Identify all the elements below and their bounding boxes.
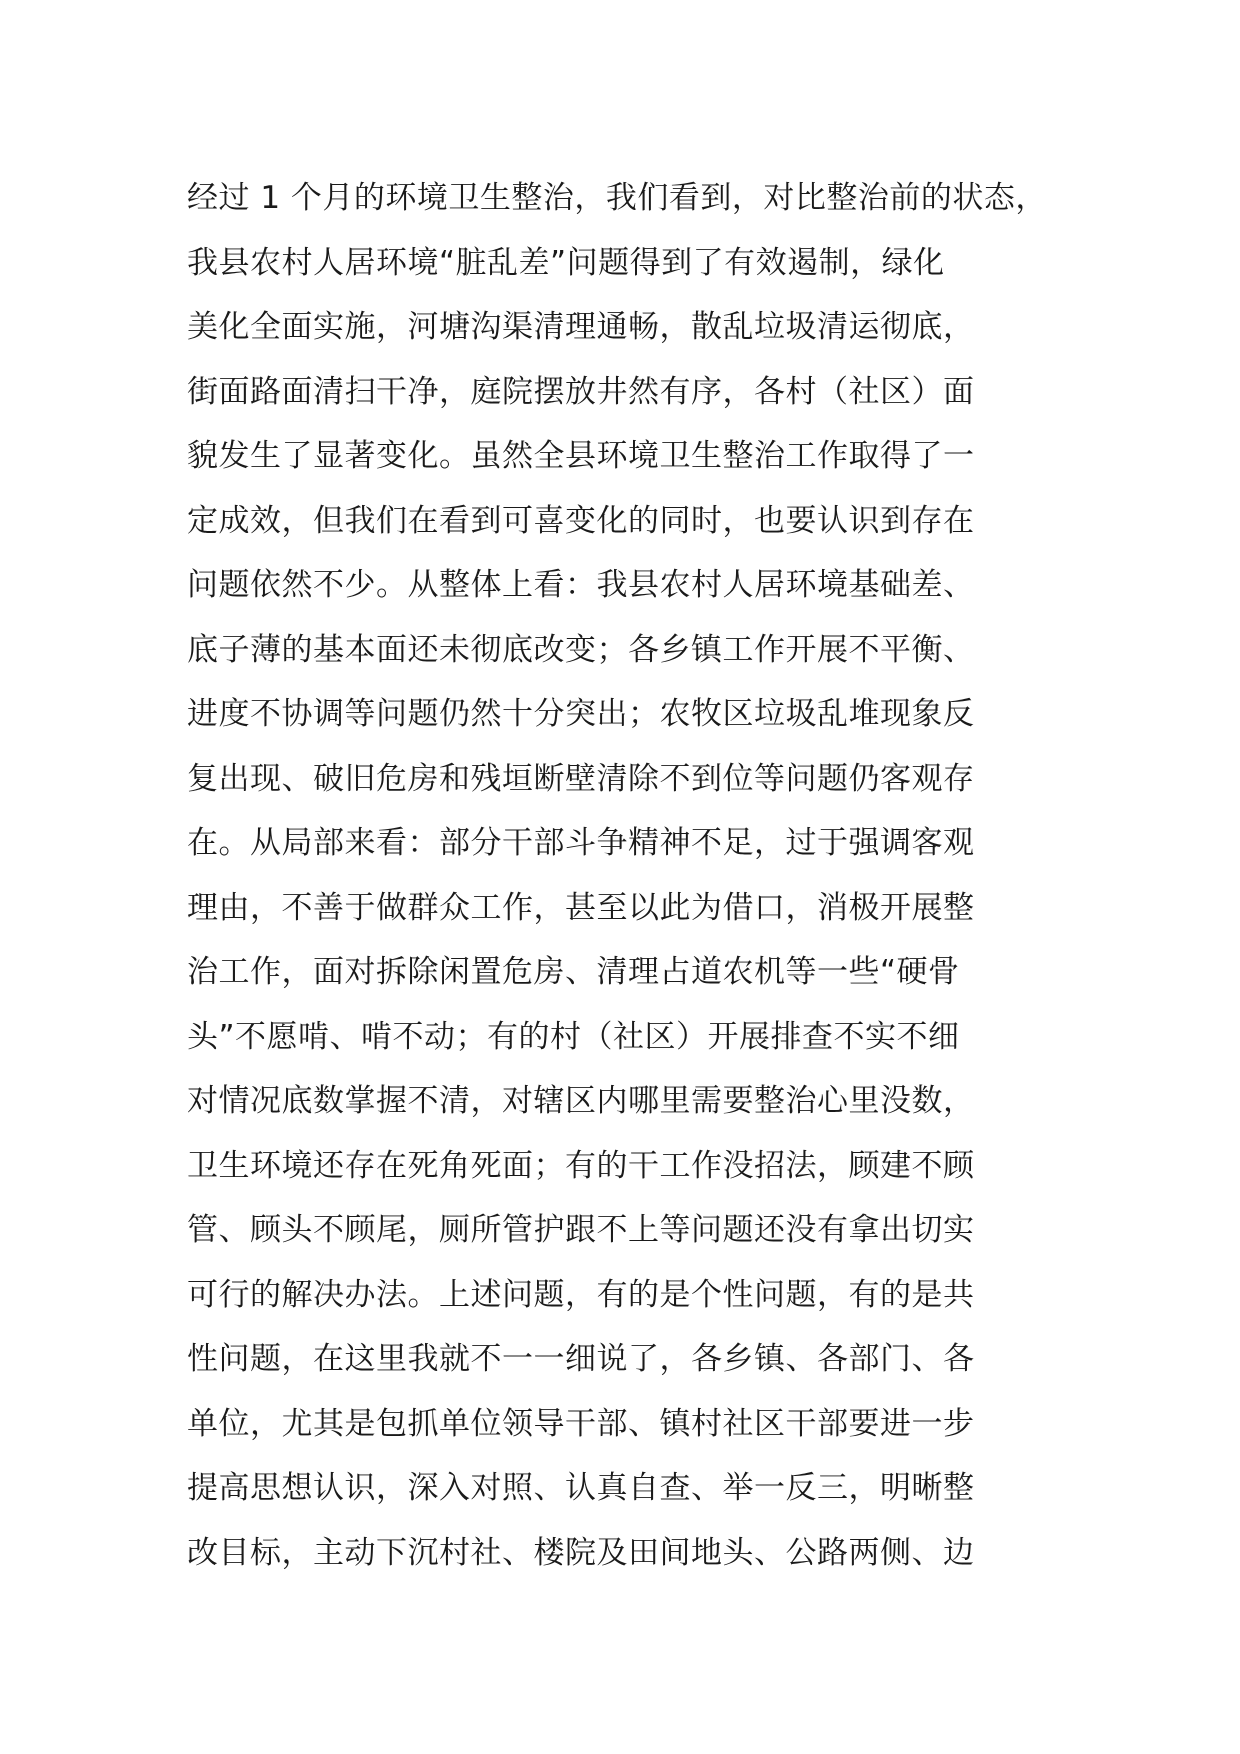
- text-line: 对情况底数掌握不清，对辖区内哪里需要整治心里没数，: [187, 1083, 975, 1119]
- text-line: 管、顾头不顾尾，厕所管护跟不上等问题还没有拿出切实: [187, 1212, 975, 1248]
- text-line: 卫生环境还存在死角死面；有的干工作没招法，顾建不顾: [187, 1147, 975, 1184]
- text-line: 治工作，面对拆除闲置危房、清理占道农机等一些“硬骨: [187, 954, 960, 990]
- text-line: 美化全面实施，河塘沟渠清理通畅，散乱垃圾清运彻底，: [187, 309, 975, 345]
- text-line: 改目标，主动下沉村社、楼院及田间地头、公路两侧、边: [187, 1534, 975, 1571]
- text-line: 理由，不善于做群众工作，甚至以此为借口，消极开展整: [187, 889, 975, 926]
- text-line: 问题依然不少。从整体上看：我县农村人居环境基础差、: [187, 567, 975, 603]
- text-line: 头”不愿啃、啃不动；有的村（社区）开展排查不实不细: [187, 1018, 960, 1055]
- text-line: 底子薄的基本面还未彻底改变；各乡镇工作开展不平衡、: [187, 631, 975, 668]
- text-line: 貌发生了显著变化。虽然全县环境卫生整治工作取得了一: [187, 438, 975, 474]
- text-line: 可行的解决办法。上述问题，有的是个性问题，有的是共: [187, 1276, 975, 1313]
- text-line: 单位，尤其是包抓单位领导干部、镇村社区干部要进一步: [187, 1405, 975, 1442]
- text-line: 我县农村人居环境“脏乱差”问题得到了有效遏制，绿化: [187, 244, 945, 281]
- text-line: 性问题，在这里我就不一一细说了，各乡镇、各部门、各: [187, 1341, 975, 1377]
- text-line: 复出现、破旧危房和残垣断壁清除不到位等问题仍客观存: [187, 760, 975, 797]
- text-line: 在。从局部来看：部分干部斗争精神不足，过于强调客观: [187, 825, 975, 861]
- document-body: [187, 166, 1087, 1585]
- text-line: 经过 1 个月的环境卫生整治，我们看到，对比整治前的状态，: [187, 180, 1047, 216]
- text-line: 进度不协调等问题仍然十分突出；农牧区垃圾乱堆现象反: [187, 696, 975, 732]
- text-line: 街面路面清扫干净，庭院摆放井然有序，各村（社区）面: [187, 373, 975, 410]
- text-line: 提高思想认识，深入对照、认真自查、举一反三，明晰整: [187, 1470, 975, 1506]
- text-line: 定成效，但我们在看到可喜变化的同时，也要认识到存在: [187, 502, 975, 539]
